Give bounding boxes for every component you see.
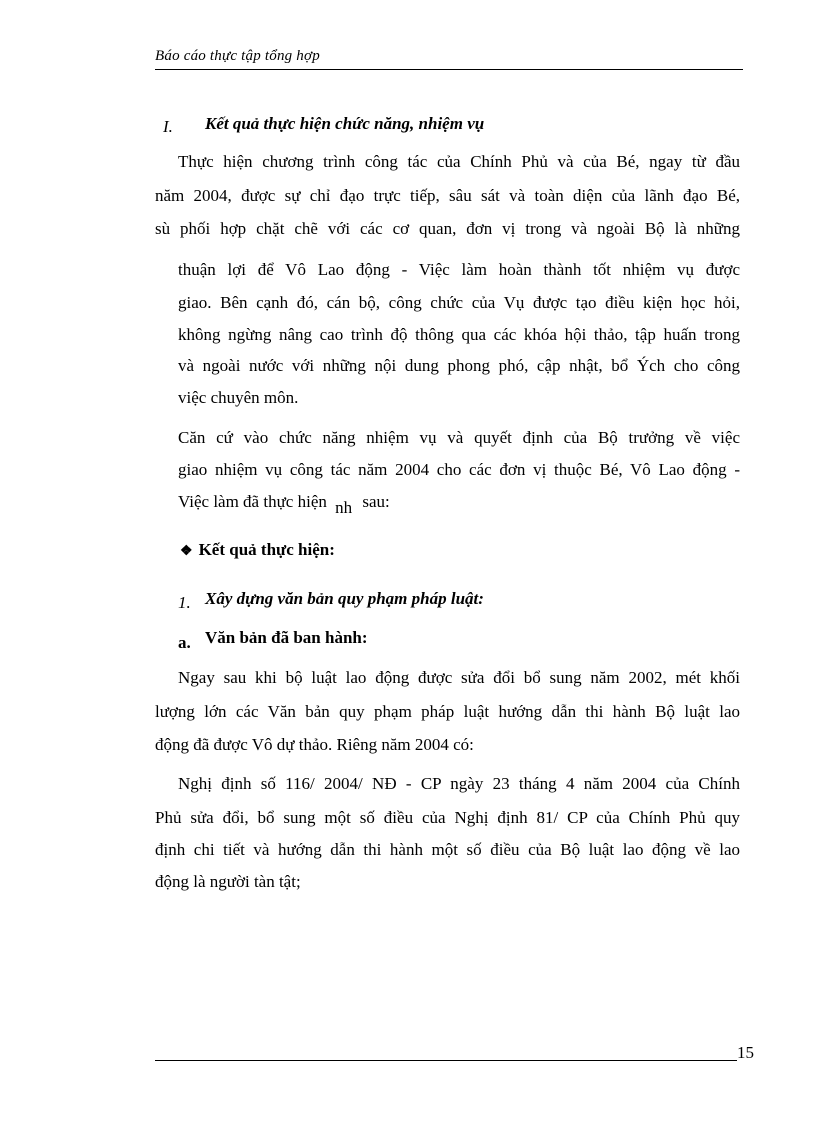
running-header: Báo cáo thực tập tổng hợp: [155, 48, 320, 64]
footer-rule: [155, 1060, 737, 1061]
paragraph-line: Căn cứ vào chức năng nhiệm vụ và quyết định của Bộ trưởng về việc: [178, 428, 740, 447]
section-number: I.: [163, 117, 173, 136]
subsection-title: Văn bản đã ban hành:: [205, 628, 368, 647]
section-heading: [163, 117, 173, 137]
paragraph-line: và ngoài nước với những nội dung phong phó, cập nhật, bổ Ých cho công: [178, 356, 740, 375]
diamond-bullet-icon: ❖: [180, 544, 193, 559]
paragraph-line: động là người tàn tật;: [155, 872, 301, 891]
paragraph-line: không ngừng nâng cao trình độ thông qua các khóa hội thảo, tập huấn trong: [178, 325, 740, 344]
paragraph-line: giao. Bên cạnh đó, cán bộ, công chức của Vụ được tạo điều kiện học hỏi,: [178, 293, 740, 312]
subscript-fragment: nh: [335, 498, 353, 517]
paragraph-line: năm 2004, được sự chỉ đạo trực tiếp, sâu sát và toàn diện của lãnh đạo Bé,: [155, 186, 740, 205]
paragraph-line: định chi tiết và hướng dẫn thi hành một số điều của Bộ luật lao động về lao: [155, 840, 740, 859]
results-heading: ❖ Kết quả thực hiện:: [180, 540, 335, 559]
paragraph-line: động đã được Vô dự thảo. Riêng năm 2004 có:: [155, 735, 474, 754]
subsection-title: Xây dựng văn bản quy phạm pháp luật:: [205, 589, 484, 608]
paragraph-line: Việc làm đã thực hiện nh sau:: [178, 492, 390, 517]
paragraph-line: thuận lợi để Vô Lao động - Việc làm hoàn thành tốt nhiệm vụ được: [178, 260, 740, 279]
header-rule: [155, 69, 743, 70]
section-title: Kết quả thực hiện chức năng, nhiệm vụ: [205, 114, 485, 133]
page-number: 15: [737, 1043, 754, 1062]
paragraph-line: Ngay sau khi bộ luật lao động được sửa đổi bổ sung năm 2002, mét khối: [178, 668, 740, 687]
paragraph-line: Nghị định số 116/ 2004/ NĐ - CP ngày 23 tháng 4 năm 2004 của Chính: [178, 774, 740, 793]
paragraph-line: việc chuyên môn.: [178, 388, 299, 407]
subsection-number: 1.: [178, 593, 191, 612]
paragraph-line: lượng lớn các Văn bản quy phạm pháp luật hướng dẫn thi hành Bộ luật lao: [155, 702, 740, 721]
subsection-letter: a.: [178, 633, 191, 652]
paragraph-line: Thực hiện chương trình công tác của Chính Phủ và của Bé, ngay từ đầu: [178, 152, 740, 171]
paragraph-line: Phủ sửa đổi, bổ sung một số điều của Nghị định 81/ CP của Chính Phủ quy: [155, 808, 740, 827]
paragraph-line: sù phối hợp chặt chẽ với các cơ quan, đơn vị trong và ngoài Bộ là những: [155, 219, 740, 238]
paragraph-line: giao nhiệm vụ công tác năm 2004 cho các đơn vị thuộc Bé, Vô Lao động -: [178, 460, 740, 479]
